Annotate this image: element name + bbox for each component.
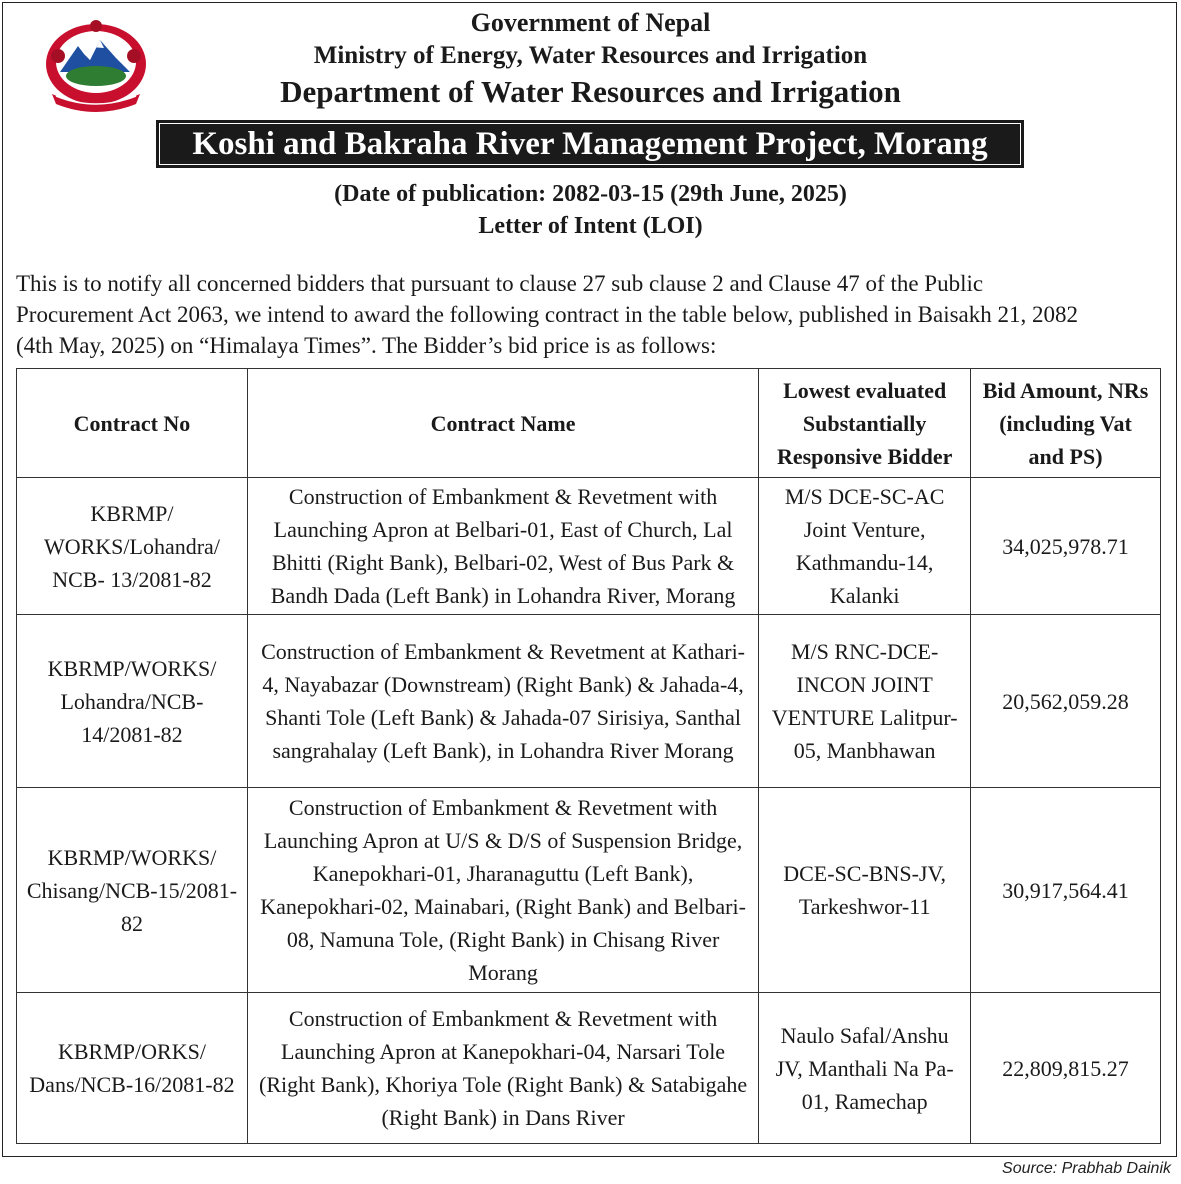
source-credit: Source: Prabhab Dainik	[1002, 1160, 1171, 1177]
cell-contract-name: Construction of Embankment & Revetment at Kathari-4, Nayabazar (Downstream) (Right Bank) & Jahada-4, Shanti Tole (Left Bank) & Jahada-07 Sirisiya, Santhal sangrahalay (Left Bank), in Lohandra River Morang	[247, 615, 758, 788]
department-title: Department of Water Resources and Irrigation	[280, 74, 901, 109]
cell-contract-name: Construction of Embankment & Revetment with Launching Apron at Kanepokhari-04, Narsari Tole (Right Bank), Khoriya Tole (Right Bank) & Satabigahe (Right Bank) in Dans River	[247, 993, 758, 1144]
banner-border	[159, 123, 1021, 165]
cell-bidder: Naulo Safal/Anshu JV, Manthali Na Pa-01, Ramechap	[759, 993, 971, 1144]
table-row	[17, 993, 1161, 1144]
intro-line-1: This is to notify all concerned bidders that pursuant to clause 27 sub clause 2 and Clause 47 of the Public	[16, 271, 984, 296]
cell-contract-no: KBRMP/WORKS/ Lohandra/NCB-14/2081-82	[17, 615, 248, 788]
cell-bidder: M/S RNC-DCE-INCON JOINT VENTURE Lalitpur-05, Manbhawan	[759, 615, 971, 788]
cell-bid-amount: 22,809,815.27	[971, 993, 1161, 1144]
header-contract-no: Contract No	[17, 369, 248, 478]
cell-contract-name: Construction of Embankment & Revetment with Launching Apron at Belbari-01, East of Church, Lal Bhitti (Right Bank), Belbari-02, West of Bus Park & Bandh Dada (Left Bank) in Lohandra River, Morang	[247, 478, 758, 615]
table-row	[17, 788, 1161, 993]
header-contract-name: Contract Name	[247, 369, 758, 478]
intro-line-2: Procurement Act 2063, we intend to award the following contract in the table below, published in Baisakh 21, 2082	[16, 302, 1079, 327]
cell-bidder: M/S DCE-SC-AC Joint Venture, Kathmandu-14, Kalanki	[759, 478, 971, 615]
project-title: Koshi and Bakraha River Management Project, Morang	[192, 126, 988, 162]
cell-bid-amount: 30,917,564.41	[971, 788, 1161, 993]
cell-bid-amount: 20,562,059.28	[971, 615, 1161, 788]
government-title: Government of Nepal	[470, 8, 711, 37]
cell-contract-no: KBRMP/ WORKS/Lohandra/ NCB- 13/2081-82	[17, 478, 248, 615]
publication-date: (Date of publication: 2082-03-15 (29th June, 2025)	[334, 181, 847, 207]
header-bid-amount: Bid Amount, NRs (including Vat and PS)	[971, 369, 1161, 478]
project-banner	[156, 120, 1024, 168]
table-header-row	[17, 369, 1161, 478]
intro-paragraph	[16, 268, 1166, 361]
ministry-title: Ministry of Energy, Water Resources and Irrigation	[313, 42, 868, 69]
header-bidder: Lowest evaluated Substantially Responsive Bidder	[759, 369, 971, 478]
cell-contract-no: KBRMP/ORKS/ Dans/NCB-16/2081-82	[17, 993, 248, 1144]
table-row	[17, 615, 1161, 788]
cell-contract-name: Construction of Embankment & Revetment with Launching Apron at U/S & D/S of Suspension Bridge, Kanepokhari-01, Jharanaguttu (Left Bank), Kanepokhari-02, Mainabari, (Right Bank) and Belbari-08, Namuna Tole, (Right Bank) in Chisang River Morang	[247, 788, 758, 993]
notice-title: Letter of Intent (LOI)	[478, 213, 703, 239]
contracts-table	[16, 368, 1161, 1144]
intro-line-3: (4th May, 2025) on “Himalaya Times”. The Bidder’s bid price is as follows:	[16, 333, 717, 358]
cell-contract-no: KBRMP/WORKS/ Chisang/NCB-15/2081-82	[17, 788, 248, 993]
cell-bid-amount: 34,025,978.71	[971, 478, 1161, 615]
table-row	[17, 478, 1161, 615]
cell-bidder: DCE-SC-BNS-JV, Tarkeshwor-11	[759, 788, 971, 993]
